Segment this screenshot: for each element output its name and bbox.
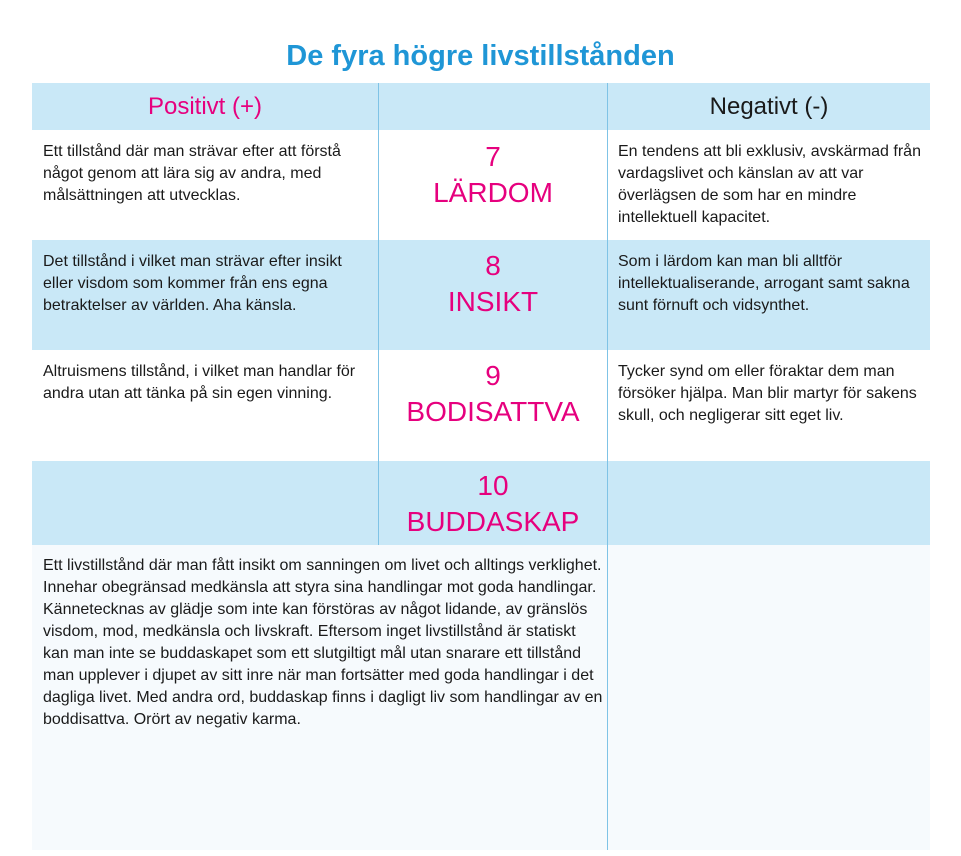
state-name: INSIKT [447, 286, 539, 317]
divider-right [607, 83, 608, 850]
positive-description: Ett tillstånd där man strävar efter att förstå något genom att lära sig av andra, med målsättningen att utvecklas. [43, 143, 341, 204]
positive-description: Det tillstånd i vilket man strävar efter insikt eller visdom som kommer från ens egna betraktelser av världen. Aha känsla. [43, 253, 342, 314]
page-title: De fyra högre livstillstånden [286, 40, 675, 72]
state-number: 8 [485, 250, 501, 281]
state-name: BUDDASKAP [406, 506, 580, 537]
state-number: 7 [485, 141, 501, 172]
positive-description: Altruismens tillstånd, i vilket man handlar för andra utan att tänka på sin egen vinning. [43, 363, 356, 402]
header-positive: Positivt (+) [147, 92, 263, 120]
state-cell [379, 248, 607, 320]
negative-description: En tendens att bli exklusiv, avskärmad från vardagslivet och känslan av att var överlägsen de som har en mindre intellektuell kapacitet. [618, 143, 921, 226]
state-number: 9 [485, 360, 501, 391]
buddaskap-description: Ett livstillstånd där man fått insikt om sanningen om livet och alltings verklighet. Innehar obegränsad medkänsla att styra sina handlingar mot goda handlingar. Kännetecknas av glädje som inte kan förstöras av något lidande, av gränslös visdom, mod, medkänsla och livskraft. Eftersom inget livstillstånd är statiskt kan man inte se buddaskapet som ett slutgiltigt mål utan snarare ett tillstånd man upplever i djupet av sitt inre när man fortsätter med goda handlingar i det dagliga livet. Med andra ord, buddaskap finns i dagligt liv som handlingar av en boddisattva. Orört av negativ karma. [43, 557, 603, 728]
state-number: 10 [477, 470, 509, 501]
state-cell [379, 468, 607, 540]
state-cell [379, 358, 607, 430]
negative-description: Tycker synd om eller föraktar dem man försöker hjälpa. Man blir martyr för sakens skull, och negligerar sitt eget liv. [618, 363, 917, 424]
state-name: BODISATTVA [406, 396, 580, 427]
state-cell [379, 139, 607, 211]
state-name: LÄRDOM [433, 177, 553, 208]
header-negative: Negativt (-) [709, 92, 829, 120]
negative-description: Som i lärdom kan man bli alltför intellektualiserande, arrogant samt sakna sunt förnuft och vidsynthet. [618, 253, 910, 314]
